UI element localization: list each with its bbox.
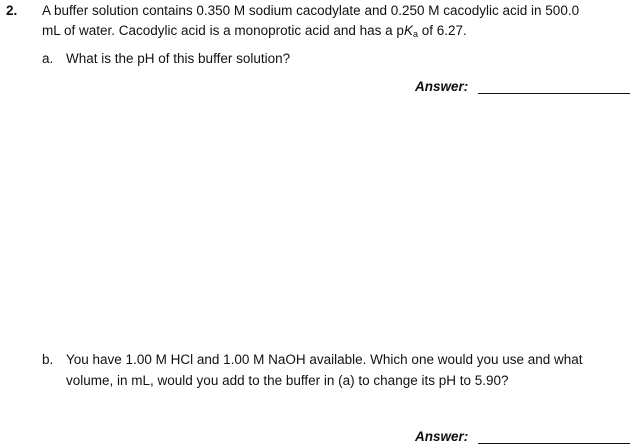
part-b-answer-label: Answer: (415, 429, 469, 444)
part-b-answer-line[interactable] (478, 443, 630, 444)
intro-line-2-suffix: of 6.27. (417, 23, 467, 38)
part-b-letter: b. (42, 352, 54, 367)
question-intro-line-2 (42, 23, 467, 39)
part-a-question: What is the pH of this buffer solution? (66, 51, 291, 66)
question-number: 2. (6, 3, 18, 18)
part-b-question-line-2: volume, in mL, would you add to the buffer in (a) to change its pH to 5.90? (66, 373, 509, 388)
part-a-answer-line[interactable] (478, 93, 630, 94)
pk-subscript: a (412, 29, 418, 39)
part-b-question-line-1: You have 1.00 M HCl and 1.00 M NaOH available. Which one would you use and what (66, 352, 583, 367)
intro-line-2-prefix: mL of water. Cacodylic acid is a monoprotic acid and has a p (42, 23, 404, 38)
question-intro-line-1: A buffer solution contains 0.350 M sodium cacodylate and 0.250 M cacodylic acid in 500.0 (42, 3, 580, 18)
part-a-answer-label: Answer: (415, 79, 469, 94)
part-a-letter: a. (42, 51, 54, 66)
pk-symbol: K (403, 23, 413, 38)
